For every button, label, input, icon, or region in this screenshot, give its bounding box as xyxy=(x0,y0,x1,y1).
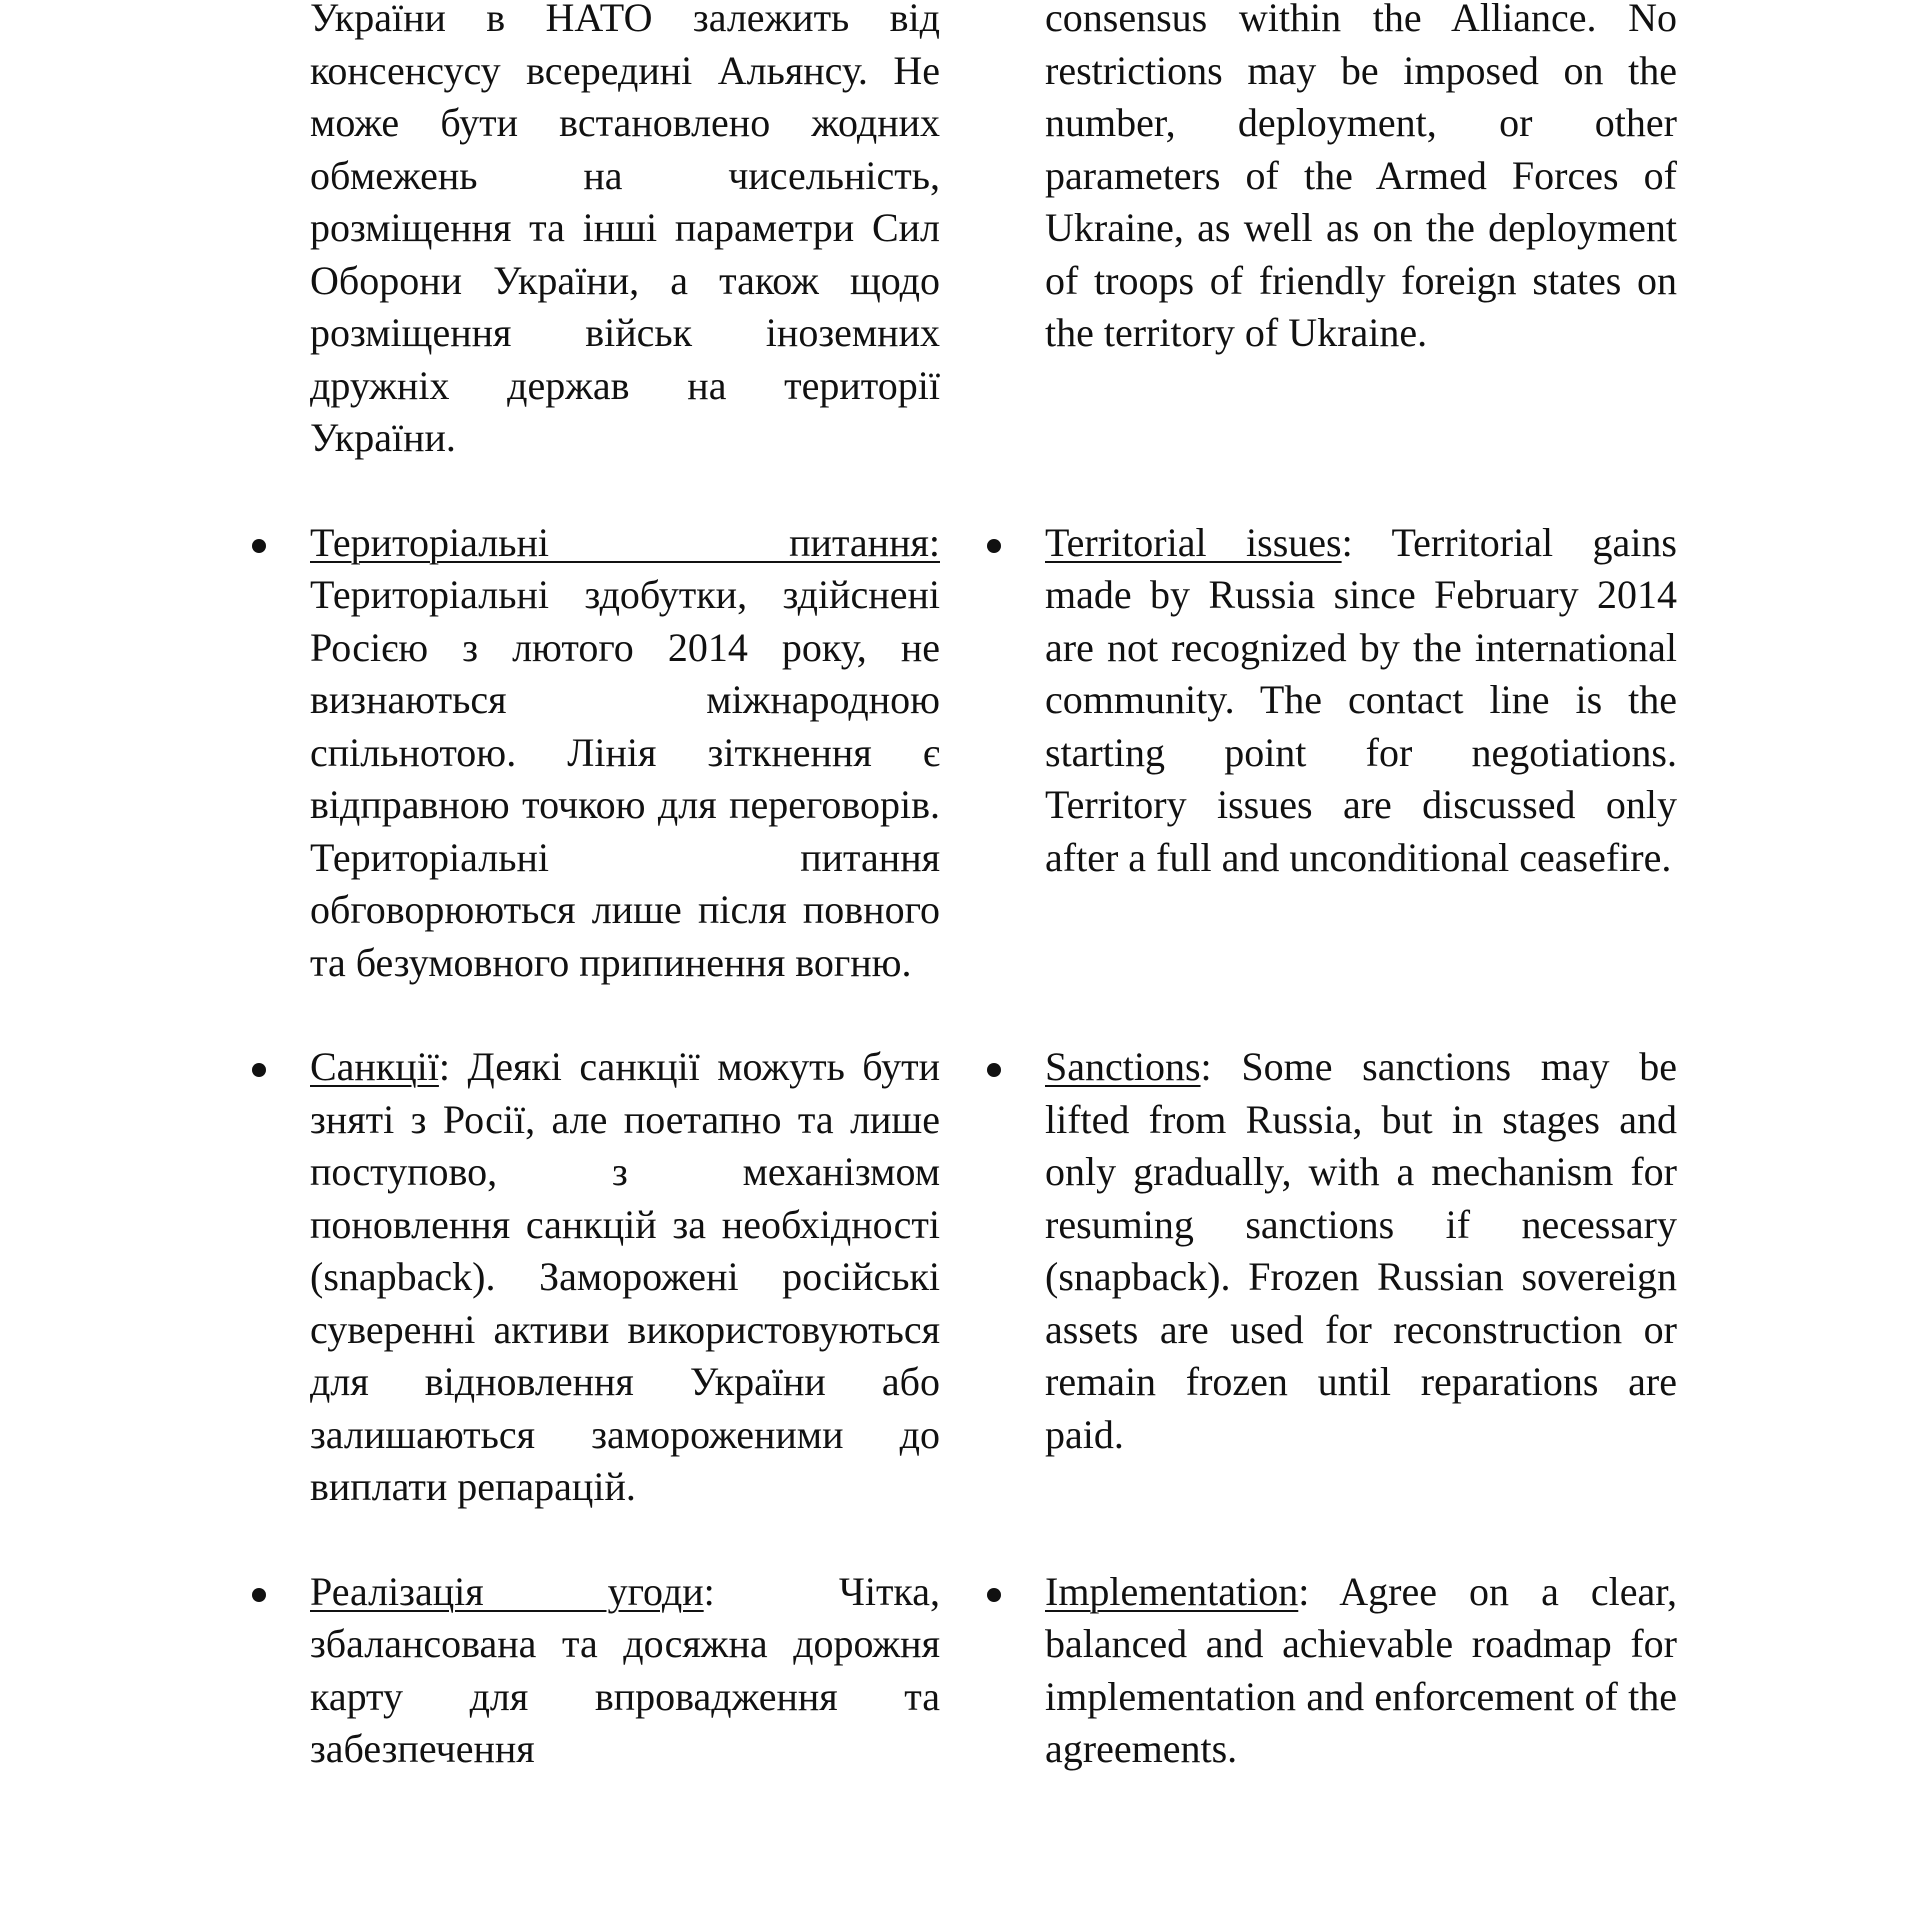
term-separator: : xyxy=(1200,1044,1212,1089)
section-nato xyxy=(0,0,1920,465)
section-term: Санкції xyxy=(310,1044,439,1089)
column-english xyxy=(1045,1041,1677,1514)
column-ukrainian xyxy=(310,1566,940,1776)
section-implementation xyxy=(0,1566,1920,1776)
section-term: Territorial issues xyxy=(1045,519,1342,565)
bullet-icon xyxy=(987,1063,1001,1077)
term-separator: : xyxy=(438,1044,451,1089)
paragraph-text: Чітка, збалансована та досяжна дорожня карту для впровадження та забезпечення xyxy=(310,1568,940,1771)
bullet-icon xyxy=(252,539,266,553)
column-english xyxy=(1045,0,1677,465)
column-ukrainian xyxy=(310,1041,940,1514)
column-ukrainian xyxy=(310,517,940,990)
section-term: Implementation xyxy=(1045,1568,1299,1614)
paragraph-text: Деякі санкції можуть бути зняті з Росії, але поетапно та лише поступово, з механізмом поновлення санкцій за необхідності (snapback). Заморожені російські суверенні активи використовуються для відновлення України або залишаються замороженими до виплати репарацій. xyxy=(310,1044,940,1509)
term-separator: : xyxy=(703,1568,715,1614)
section-term: Реалізація угоди xyxy=(310,1568,704,1614)
section-sanctions xyxy=(0,1041,1920,1514)
section-territorial-issues xyxy=(0,517,1920,990)
column-ukrainian xyxy=(310,0,940,465)
paragraph-text: consensus within the Alliance. No restrictions may be imposed on the number, deployment, or other parameters of the Armed Forces of Ukraine, as well as on the deployment of troops of friendly foreign states on the territory of Ukraine. xyxy=(1045,0,1677,355)
bullet-icon xyxy=(987,1588,1001,1602)
paragraph-text: України в НАТО залежить від консенсусу всередині Альянсу. Не може бути встановлено жодних обмежень на чисельність, розміщення та інші параметри Сил Оборони України, а також щодо розміщення військ іноземних дружніх держав на території України. xyxy=(310,0,940,460)
paragraph-text: Some sanctions may be lifted from Russia, but in stages and only gradually, with a mechanism for resuming sanctions if necessary (snapback). Frozen Russian sovereign assets are used for reconstruction or remain frozen until reparations are paid. xyxy=(1045,1044,1677,1457)
paragraph-text: Territorial gains made by Russia since February 2014 are not recognized by the international community. The contact line is the starting point for negotiations. Territory issues are discussed only after a full and unconditional ceasefire. xyxy=(1045,519,1677,880)
paragraph-text: Територіальні здобутки, здійснені Росією з лютого 2014 року, не визнаються міжнародною спільнотою. Лінія зіткнення є відправною точкою для переговорів. Територіальні питання обговорюються лише після повного та безумовного припинення вогню. xyxy=(310,572,940,985)
term-separator: : xyxy=(1341,519,1353,565)
term-separator: : xyxy=(1298,1568,1310,1614)
section-term: Територіальні питання: xyxy=(310,519,940,565)
section-term: Sanctions xyxy=(1045,1044,1201,1089)
column-english xyxy=(1045,1566,1677,1776)
bullet-icon xyxy=(252,1063,266,1077)
bullet-icon xyxy=(252,1588,266,1602)
paragraph-text: Agree on a clear, balanced and achievable roadmap for implementation and enforcement of the agreements. xyxy=(1045,1568,1677,1771)
column-english xyxy=(1045,517,1677,990)
bullet-icon xyxy=(987,539,1001,553)
